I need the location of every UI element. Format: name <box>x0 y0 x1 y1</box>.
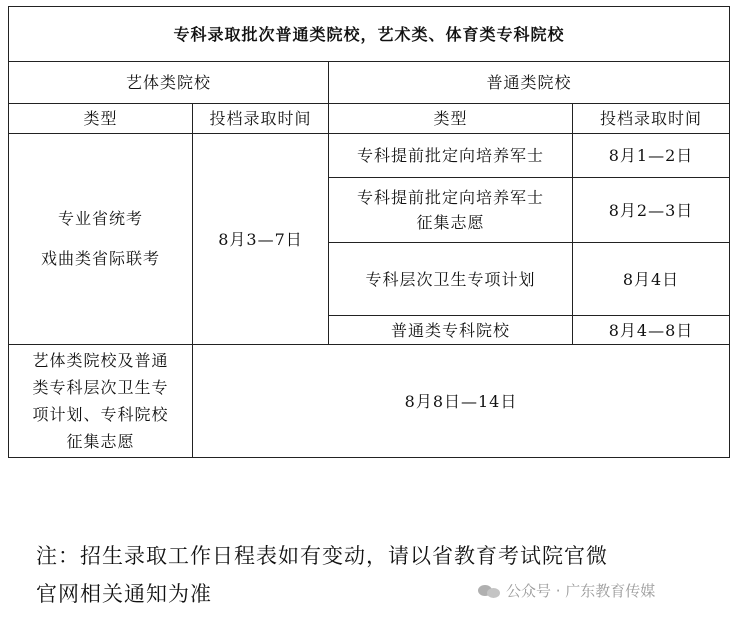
general-type-cell: 专科层次卫生专项计划 <box>329 243 573 316</box>
column-header-type-right: 类型 <box>329 104 573 134</box>
general-type-cell: 专科提前批定向培养军士 <box>329 134 573 178</box>
art-sports-types-cell <box>9 134 193 345</box>
general-time-cell: 8月4—8日 <box>573 316 730 345</box>
note-line: 官网相关通知为准 <box>36 582 212 606</box>
column-header-time-right: 投档录取时间 <box>573 104 730 134</box>
general-time-cell: 8月4日 <box>573 243 730 316</box>
table-title: 专科录取批次普通类院校，艺术类、体育类专科院校 <box>9 7 730 62</box>
general-type-line: 专科提前批定向培养军士 <box>356 188 544 207</box>
wechat-icon <box>478 583 502 599</box>
final-type-cell <box>9 345 193 458</box>
group-header-art-sports: 艺体类院校 <box>9 62 329 104</box>
final-time-cell: 8月8日—14日 <box>193 345 730 458</box>
art-sports-time-cell: 8月3—7日 <box>193 134 329 345</box>
final-type-line: 类专科层次卫生专 <box>32 378 169 397</box>
general-type-cell <box>329 178 573 243</box>
admission-schedule-table <box>8 6 730 458</box>
art-sports-type: 戏曲类省际联考 <box>40 249 160 268</box>
general-time-cell: 8月2—3日 <box>573 178 730 243</box>
watermark-text: 公众号 · 广东教育传媒 <box>506 582 656 600</box>
column-header-type-left: 类型 <box>9 104 193 134</box>
final-type-line: 征集志愿 <box>66 432 135 451</box>
note-line: 注：招生录取工作日程表如有变动，请以省教育考试院官微 <box>36 544 608 568</box>
group-header-general: 普通类院校 <box>329 62 730 104</box>
art-sports-type: 专业省统考 <box>57 209 143 228</box>
final-type-line: 艺体类院校及普通 <box>32 351 169 370</box>
final-type-line: 项计划、专科院校 <box>32 405 169 424</box>
general-type-line: 征集志愿 <box>416 213 485 232</box>
general-type-cell: 普通类专科院校 <box>329 316 573 345</box>
column-header-time-left: 投档录取时间 <box>193 104 329 134</box>
schedule-note <box>36 537 726 613</box>
general-time-cell: 8月1—2日 <box>573 134 730 178</box>
account-watermark <box>478 580 655 601</box>
